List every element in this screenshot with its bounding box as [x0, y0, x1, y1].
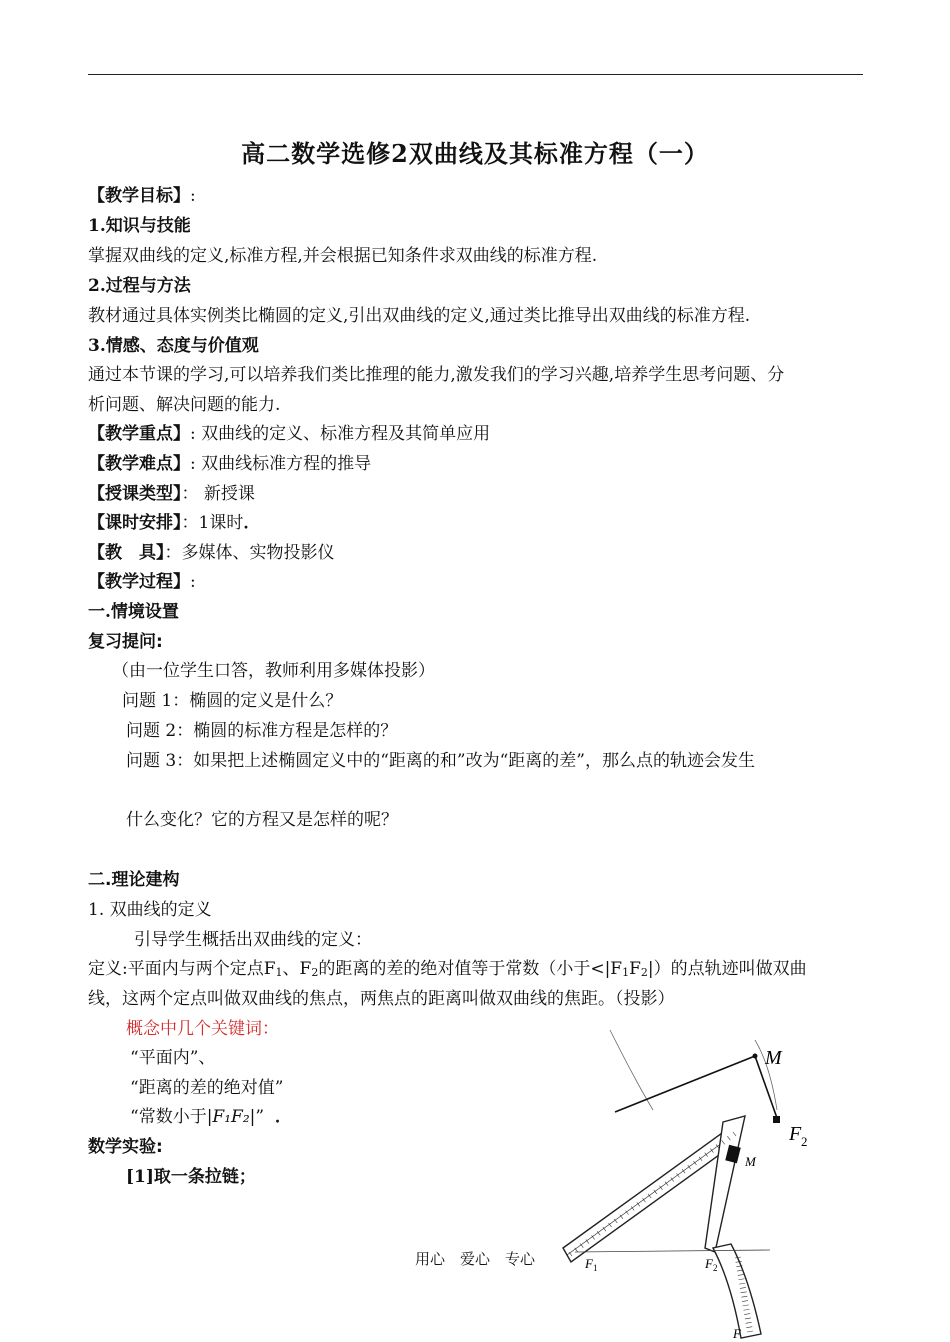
key-point-text: : 双曲线的定义、标准方程及其简单应用 — [190, 424, 491, 444]
question-3-line-2: 什么变化？它的方程又是怎样的呢？ — [126, 810, 398, 830]
key-point-label: 【教学重点】 — [88, 424, 190, 444]
sub-2b: 2 — [640, 966, 648, 979]
definition-line-2: 线，这两个定点叫做双曲线的焦点，两焦点的距离叫做双曲线的焦距。（投影） — [88, 989, 675, 1009]
sub-2: 2 — [311, 966, 319, 979]
label-m-small: M — [745, 1154, 756, 1169]
review-note: （由一位学生口答，教师利用多媒体投影） — [112, 661, 435, 681]
definition-line-1 — [88, 959, 807, 983]
objective-3-title: 3.情感、态度与价值观 — [88, 336, 259, 356]
hyperbola-arc-left — [610, 1030, 653, 1110]
section-2-title: 二.理论建构 — [88, 870, 180, 890]
label-f1-small: F — [585, 1256, 593, 1271]
experiment-step-1: [1]取一条拉链； — [126, 1167, 256, 1187]
lesson-type-text: ： 新授课 — [181, 484, 255, 504]
sub-1: 1 — [275, 966, 283, 979]
header-rule — [88, 74, 863, 75]
difficulty-line — [88, 454, 371, 474]
objective-1-title: 1.知识与技能 — [88, 216, 191, 236]
objectives-header: 【教学目标】 — [88, 186, 190, 206]
process-line — [88, 572, 196, 592]
objective-2-text: 教材通过具体实例类比椭圆的定义,引出双曲线的定义,通过类比推导出双曲线的标准方程. — [88, 306, 751, 326]
experiment-title: 数学实验: — [88, 1137, 163, 1157]
question-3-line-1: 问题 3：如果把上述椭圆定义中的“距离的和”改为“距离的差”，那么点的轨迹会发生 — [126, 751, 755, 771]
definition-part-a: 定义:平面内与两个定点F — [88, 959, 276, 979]
label-f2: F — [789, 1123, 802, 1145]
label-f2-small: F — [705, 1256, 713, 1271]
point-f2 — [773, 1116, 780, 1123]
section-1-title: 一.情境设置 — [88, 602, 179, 622]
key-point-line — [88, 424, 490, 444]
guide-text: 引导学生概括出双曲线的定义： — [134, 930, 372, 950]
keyword-2: “距离的差的绝对值” — [130, 1078, 284, 1098]
tools-text: ：多媒体、实物投影仪 — [164, 543, 335, 563]
keyword-3-dot: ． — [274, 1107, 292, 1127]
objective-2-title: 2.过程与方法 — [88, 276, 191, 296]
label-f2-sub: 2 — [801, 1134, 808, 1149]
keywords-title: 概念中几个关键词： — [126, 1019, 279, 1039]
difficulty-text: : 双曲线标准方程的推导 — [190, 454, 372, 474]
question-1: 问题 1：椭圆的定义是什么？ — [122, 691, 343, 711]
schedule-label: 【课时安排】 — [88, 513, 182, 533]
label-f-bottom: F — [733, 1326, 741, 1340]
objectives-header-line — [88, 186, 196, 206]
page-title: 高二数学选修2双曲线及其标准方程（一） — [241, 139, 709, 168]
process-label: 【教学过程】 — [88, 572, 190, 592]
lesson-type-line — [88, 484, 255, 504]
keyword-3 — [130, 1107, 292, 1127]
difficulty-label: 【教学难点】 — [88, 454, 190, 474]
process-text: : — [190, 572, 196, 592]
sub-1b: 1 — [622, 966, 630, 979]
objective-1-text: 掌握双曲线的定义,标准方程,并会根据已知条件求双曲线的标准方程. — [88, 246, 598, 266]
schedule-dot: ． — [243, 513, 261, 533]
objectives-colon: : — [190, 186, 196, 206]
label-f2-small-sub: 2 — [713, 1263, 718, 1273]
point-m — [753, 1054, 758, 1059]
objective-3-text-1: 通过本节课的学习,可以培养我们类比推理的能力,激发我们的学习兴趣,培养学生思考问题、分 — [88, 365, 785, 385]
keyword-3-close: ” — [255, 1107, 265, 1127]
string-line-1 — [615, 1056, 755, 1112]
tools-label: 【教 具】 — [88, 543, 165, 563]
definition-part-e: |）的点轨迹叫做双曲 — [647, 959, 807, 979]
subsection-1-title: 1. 双曲线的定义 — [88, 900, 212, 920]
schedule-line — [88, 513, 260, 533]
keyword-3-text: “常数小于 — [130, 1107, 207, 1127]
definition-part-c: 的距离的差的绝对值等于常数（小于<|F — [318, 959, 623, 979]
review-heading: 复习提问: — [88, 632, 163, 652]
definition-part-d: F — [629, 959, 641, 979]
label-f1-small-sub: 1 — [593, 1263, 598, 1273]
objective-3-text-2: 析问题、解决问题的能力. — [88, 395, 281, 415]
keyword-1: “平面内”、 — [130, 1048, 216, 1068]
zipper-strip-2 — [705, 1116, 745, 1252]
schedule-text: ：1课时 — [181, 513, 244, 533]
hyperbola-zipper-figure — [555, 1020, 835, 1340]
label-m: M — [765, 1047, 782, 1069]
lesson-type-label: 【授课类型】 — [88, 484, 182, 504]
tools-line — [88, 543, 335, 563]
keyword-3-formula: |F₁F₂| — [206, 1107, 256, 1127]
page-footer: 用心 爱心 专心 — [414, 1250, 535, 1268]
definition-part-b: 、F — [282, 959, 312, 979]
question-2: 问题 2：椭圆的标准方程是怎样的？ — [126, 721, 398, 741]
